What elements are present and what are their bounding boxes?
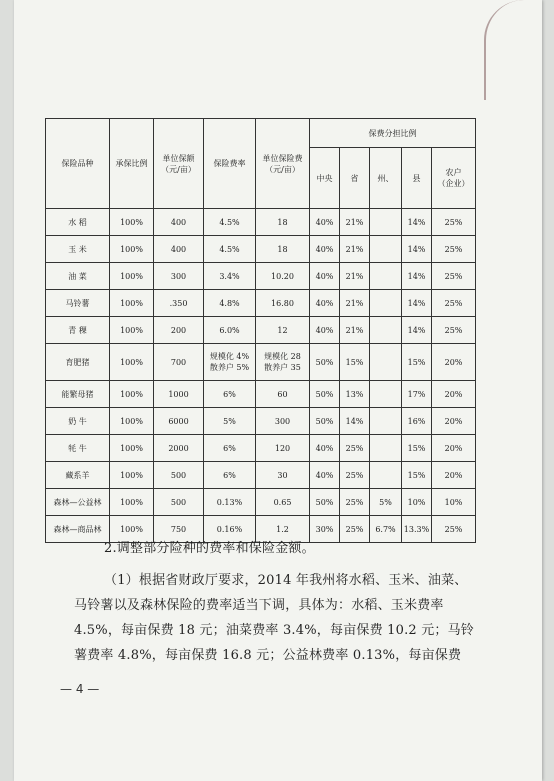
table-row — [46, 381, 476, 408]
cell-farmer: 25% — [432, 209, 476, 236]
cell-county: 15% — [402, 462, 432, 489]
cell-coverage: 100% — [110, 236, 154, 263]
cell-coverage: 100% — [110, 435, 154, 462]
cell-central: 40% — [310, 236, 340, 263]
cell-province: 21% — [340, 290, 370, 317]
cell-coverage: 100% — [110, 516, 154, 543]
cell-county: 16% — [402, 408, 432, 435]
cell-unit-amount: 700 — [154, 344, 204, 381]
cell-county: 15% — [402, 344, 432, 381]
cell-county: 14% — [402, 317, 432, 344]
cell-variety: 牦 牛 — [46, 435, 110, 462]
cell-rate: 规模化 4% 散养户 5% — [204, 344, 256, 381]
cell-prefecture — [370, 408, 402, 435]
header-farmer: 农户 （企业） — [432, 148, 476, 209]
cell-province: 21% — [340, 317, 370, 344]
cell-province: 21% — [340, 236, 370, 263]
cell-unit-premium: 18 — [256, 209, 310, 236]
cell-central: 50% — [310, 344, 340, 381]
cell-prefecture — [370, 462, 402, 489]
cell-variety: 水 稻 — [46, 209, 110, 236]
cell-coverage: 100% — [110, 317, 154, 344]
table-row — [46, 209, 476, 236]
cell-county: 14% — [402, 263, 432, 290]
cell-unit-premium: 120 — [256, 435, 310, 462]
header-county: 县 — [402, 148, 432, 209]
cell-central: 40% — [310, 317, 340, 344]
cell-prefecture — [370, 344, 402, 381]
cell-unit-amount: 300 — [154, 263, 204, 290]
cell-rate: 0.16% — [204, 516, 256, 543]
cell-prefecture — [370, 290, 402, 317]
cell-farmer: 25% — [432, 236, 476, 263]
cell-central: 40% — [310, 462, 340, 489]
cell-unit-amount: .350 — [154, 290, 204, 317]
cell-variety: 藏系羊 — [46, 462, 110, 489]
cell-variety: 森林—商品林 — [46, 516, 110, 543]
cell-central: 40% — [310, 209, 340, 236]
cell-province: 21% — [340, 209, 370, 236]
cell-unit-premium: 12 — [256, 317, 310, 344]
cell-variety: 玉 米 — [46, 236, 110, 263]
header-unit-premium: 单位保险费 （元/亩） — [256, 119, 310, 209]
header-rate: 保险费率 — [204, 119, 256, 209]
cell-county: 14% — [402, 236, 432, 263]
cell-rate: 5% — [204, 408, 256, 435]
cell-unit-amount: 500 — [154, 462, 204, 489]
cell-province: 14% — [340, 408, 370, 435]
cell-central: 50% — [310, 408, 340, 435]
header-prefecture: 州、 — [370, 148, 402, 209]
cell-farmer: 20% — [432, 408, 476, 435]
cell-coverage: 100% — [110, 290, 154, 317]
cell-coverage: 100% — [110, 263, 154, 290]
cell-central: 40% — [310, 290, 340, 317]
section-heading: 2.调整部分险种的费率和保险金额。 — [104, 541, 315, 556]
cell-farmer: 25% — [432, 290, 476, 317]
header-share-group: 保费分担比例 — [310, 119, 476, 148]
cell-rate: 6% — [204, 381, 256, 408]
cell-variety: 能繁母猪 — [46, 381, 110, 408]
cell-prefecture — [370, 317, 402, 344]
cell-unit-amount: 400 — [154, 236, 204, 263]
cell-prefecture — [370, 209, 402, 236]
cell-unit-premium: 10.20 — [256, 263, 310, 290]
cell-central: 50% — [310, 489, 340, 516]
cell-farmer: 20% — [432, 435, 476, 462]
page-number: — 4 — — [60, 682, 100, 696]
cell-variety: 森林—公益林 — [46, 489, 110, 516]
cell-rate: 6% — [204, 435, 256, 462]
cell-rate: 4.8% — [204, 290, 256, 317]
cell-coverage: 100% — [110, 209, 154, 236]
cell-variety: 油 菜 — [46, 263, 110, 290]
cell-coverage: 100% — [110, 381, 154, 408]
cell-county: 13.3% — [402, 516, 432, 543]
header-province: 省 — [340, 148, 370, 209]
cell-farmer: 20% — [432, 462, 476, 489]
cell-unit-premium: 300 — [256, 408, 310, 435]
cell-county: 14% — [402, 209, 432, 236]
paragraph-line: 薯费率 4.8%，每亩保费 16.8 元；公益林费率 0.13%，每亩保费 — [74, 648, 462, 663]
cell-unit-premium: 0.65 — [256, 489, 310, 516]
cell-unit-premium: 18 — [256, 236, 310, 263]
cell-rate: 6% — [204, 462, 256, 489]
cell-unit-amount: 2000 — [154, 435, 204, 462]
table-row — [46, 263, 476, 290]
cell-prefecture — [370, 263, 402, 290]
table-row — [46, 317, 476, 344]
cell-prefecture — [370, 236, 402, 263]
cell-prefecture: 6.7% — [370, 516, 402, 543]
cell-rate: 0.13% — [204, 489, 256, 516]
cell-unit-amount: 750 — [154, 516, 204, 543]
cell-county: 14% — [402, 290, 432, 317]
cell-unit-premium: 16.80 — [256, 290, 310, 317]
cell-variety: 青 稞 — [46, 317, 110, 344]
cell-unit-premium: 60 — [256, 381, 310, 408]
cell-unit-amount: 500 — [154, 489, 204, 516]
cell-farmer: 20% — [432, 344, 476, 381]
cell-province: 25% — [340, 435, 370, 462]
table-row — [46, 236, 476, 263]
cell-rate: 6.0% — [204, 317, 256, 344]
cell-variety: 奶 牛 — [46, 408, 110, 435]
cell-central: 50% — [310, 381, 340, 408]
cell-central: 40% — [310, 263, 340, 290]
cell-province: 15% — [340, 344, 370, 381]
header-unit-amount: 单位保额 （元/亩） — [154, 119, 204, 209]
table-row — [46, 489, 476, 516]
cell-farmer: 25% — [432, 317, 476, 344]
cell-unit-premium: 30 — [256, 462, 310, 489]
cell-province: 21% — [340, 263, 370, 290]
cell-unit-amount: 6000 — [154, 408, 204, 435]
cell-farmer: 25% — [432, 516, 476, 543]
cell-variety: 马铃薯 — [46, 290, 110, 317]
cell-province: 25% — [340, 462, 370, 489]
cell-county: 15% — [402, 435, 432, 462]
cell-prefecture — [370, 381, 402, 408]
cell-prefecture — [370, 435, 402, 462]
cell-farmer: 10% — [432, 489, 476, 516]
header-central: 中央 — [310, 148, 340, 209]
cell-unit-amount: 1000 — [154, 381, 204, 408]
cell-central: 40% — [310, 435, 340, 462]
cell-coverage: 100% — [110, 344, 154, 381]
table-row — [46, 435, 476, 462]
cell-rate: 4.5% — [204, 236, 256, 263]
cell-central: 30% — [310, 516, 340, 543]
paragraph-line: （1）根据省财政厅要求，2014 年我州将水稻、玉米、油菜、 — [104, 573, 468, 588]
cell-coverage: 100% — [110, 489, 154, 516]
cell-unit-amount: 400 — [154, 209, 204, 236]
cell-county: 17% — [402, 381, 432, 408]
cell-unit-amount: 200 — [154, 317, 204, 344]
paragraph-line: 马铃薯以及森林保险的费率适当下调，具体为：水稻、玉米费率 — [74, 598, 444, 613]
cell-coverage: 100% — [110, 462, 154, 489]
cell-prefecture: 5% — [370, 489, 402, 516]
cell-province: 25% — [340, 516, 370, 543]
cell-farmer: 20% — [432, 381, 476, 408]
paragraph-line: 4.5%，每亩保费 18 元；油菜费率 3.4%，每亩保费 10.2 元；马铃 — [74, 623, 475, 638]
header-variety: 保险品种 — [46, 119, 110, 209]
cell-rate: 3.4% — [204, 263, 256, 290]
insurance-table — [45, 118, 476, 543]
cell-unit-premium: 规模化 28 散养户 35 — [256, 344, 310, 381]
table-body — [46, 209, 476, 543]
cell-province: 25% — [340, 489, 370, 516]
cell-variety: 育肥猪 — [46, 344, 110, 381]
cell-coverage: 100% — [110, 408, 154, 435]
table-row — [46, 408, 476, 435]
cell-province: 13% — [340, 381, 370, 408]
cell-county: 10% — [402, 489, 432, 516]
table-row — [46, 344, 476, 381]
cell-farmer: 25% — [432, 263, 476, 290]
header-coverage: 承保比例 — [110, 119, 154, 209]
table-row — [46, 462, 476, 489]
page-curl — [484, 0, 554, 100]
table-row — [46, 290, 476, 317]
cell-rate: 4.5% — [204, 209, 256, 236]
cell-unit-premium: 1.2 — [256, 516, 310, 543]
